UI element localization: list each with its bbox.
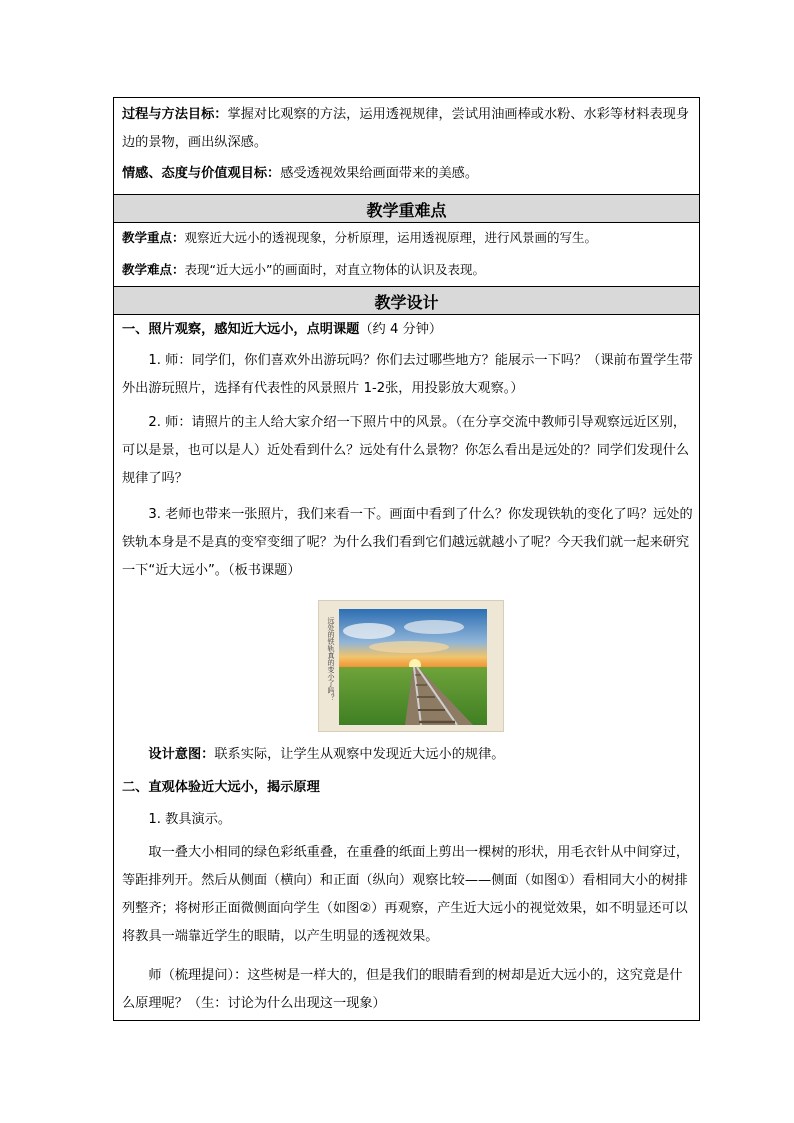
key-point [122, 224, 693, 252]
process-label: 过程与方法目标： [122, 107, 228, 122]
difficult-text: 表现“近大远小”的画面时，对直立物体的认识及表现。 [184, 262, 485, 277]
paragraph-3: 3. 老师也带来一张照片，我们来看一下。画面中看到了什么？你发现铁轨的变化了吗？远处的铁轨本身是不是真的变窄变细了呢？为什么我们看到它们越远就越小了呢？今天我们就一起来研究一下“近大远小”。（板书课题） [122, 507, 693, 578]
key-text: 观察近大远小的透视现象，分析原理，运用透视原理，进行风景画的写生。 [184, 230, 598, 245]
design-intent [122, 741, 693, 769]
key-label: 教学重点： [122, 230, 185, 245]
railway-photo [318, 600, 504, 732]
paragraph-6: 师（梳理提问）：这些树是一样大的，但是我们的眼睛看到的树却是近大远小的，这究竟是什么原理呢？（生：讨论为什么出现这一现象） [122, 968, 683, 1011]
process-text: 掌握对比观察的方法，运用透视规律，尝试用油画棒或水粉、水彩等材料表现身边的景物，画出纵深感。 [122, 107, 690, 150]
section1-heading [122, 316, 693, 344]
paragraph-1: 1. 师：同学们，你们喜欢外出游玩吗？你们去过哪些地方？能展示一下吗？（课前布置学生带外出游玩照片，选择有代表性的风景照片 1-2张，用投影放大观察。） [122, 353, 693, 396]
section1-time: （约 4 分钟） [359, 322, 443, 337]
emotion-label: 情感、态度与价值观目标： [122, 166, 281, 181]
lesson-table [113, 97, 700, 1021]
photo-caption: 远处的铁轨真的变小了吗？ [327, 617, 335, 701]
difficult-label: 教学难点： [122, 262, 185, 277]
paragraph-4: 1. 教具演示。 [148, 812, 232, 827]
intent-label: 设计意图： [148, 747, 215, 762]
emotion-objective [122, 160, 693, 188]
section1-heading-text: 一、照片观察，感知近大远小，点明课题 [122, 322, 360, 337]
design-title: 教学设计 [374, 293, 439, 312]
paragraph-5: 取一叠大小相同的绿色彩纸重叠，在重叠的纸面上剪出一棵树的形状，用毛衣针从中间穿过，等距排列开。然后从侧面（横向）和正面（纵向）观察比较——侧面（如图①）看相同大小的树排列整齐；将树形正面微侧面向学生（如图②）再观察，产生近大远小的视觉效果，如不明显还可以将教具一端靠近学生的眼睛，以产生明显的透视效果。 [122, 845, 690, 944]
difficult-point [122, 256, 693, 284]
key-points-title: 教学重难点 [366, 201, 447, 220]
divider [114, 222, 699, 223]
paragraph-2: 2. 师：请照片的主人给大家介绍一下照片中的风景。（在分享交流中教师引导观察远近区别，可以是景，也可以是人）近处看到什么？远处有什么景物？你怎么看出是远处的？同学们发现什么规律了吗？ [122, 415, 690, 486]
intent-text: 联系实际，让学生从观察中发现近大远小的规律。 [214, 747, 505, 762]
emotion-text: 感受透视效果给画面带来的美感。 [280, 166, 479, 181]
process-objective [122, 101, 693, 157]
divider [114, 314, 699, 315]
section2-heading: 二、直观体验近大远小，揭示原理 [122, 780, 320, 795]
railway-photo-icon [339, 609, 487, 725]
